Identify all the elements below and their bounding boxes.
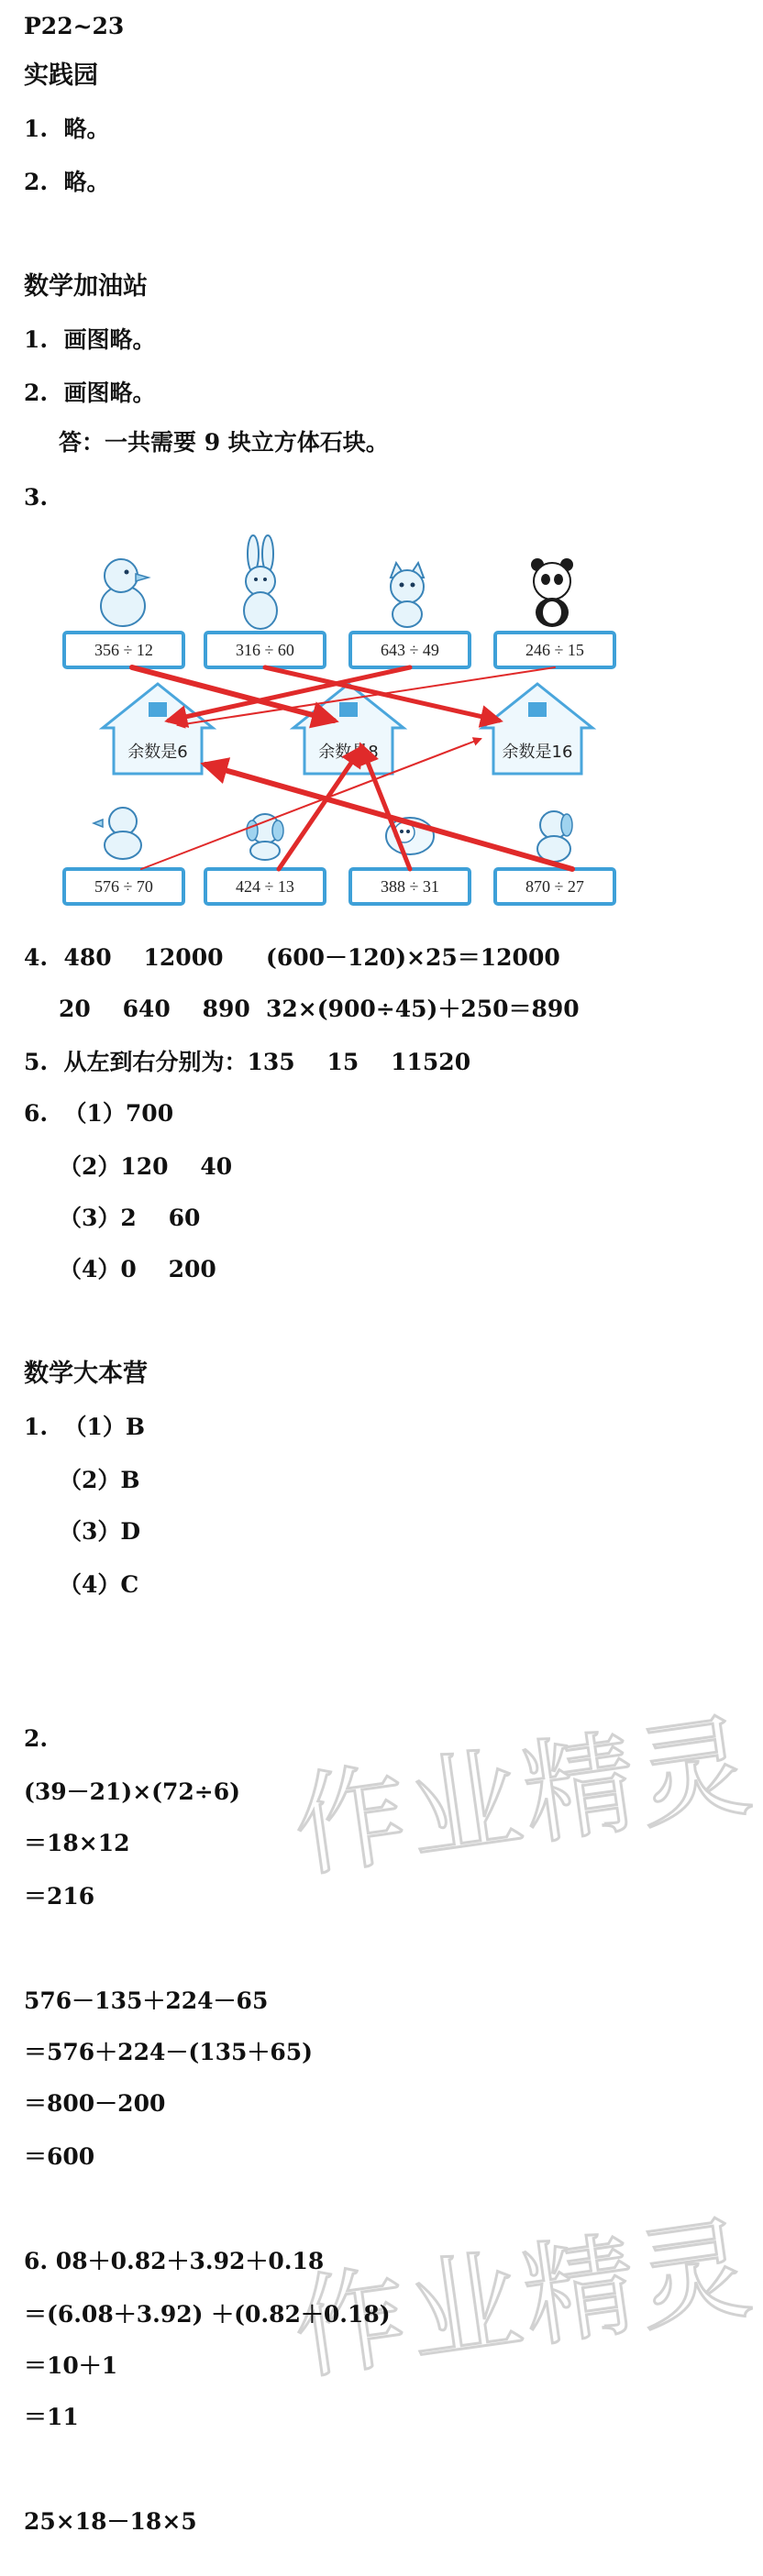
watermark-1: 作业精灵 <box>286 1700 762 1894</box>
top-card-2 <box>205 633 325 667</box>
answer-line: （4）C <box>59 1571 139 1598</box>
answer-line: 4. 480 12000 <box>24 944 224 971</box>
house-1-label: 余数是6 <box>127 743 188 762</box>
calc-line: ＝11 <box>24 2404 79 2430</box>
panda-icon <box>531 558 573 627</box>
dog-icon <box>537 811 572 862</box>
answer-line: 20 640 890 <box>59 996 250 1022</box>
calc-line: ＝800－200 <box>24 2090 166 2117</box>
calc-line: 25×18－18×5 <box>24 2508 197 2535</box>
calc-line: ＝600 <box>24 2143 95 2170</box>
bottom-card-4 <box>495 869 614 904</box>
answer-line: (600－120)×25＝12000 <box>266 944 560 971</box>
calc-line: (39－21)×(72÷6) <box>24 1778 240 1805</box>
answer-line: 5. 从左到右分别为：135 15 11520 <box>24 1049 471 1075</box>
calc-line: ＝576＋224－(135＋65) <box>24 2039 314 2065</box>
bottom-card-2-label: 424 ÷ 13 <box>236 877 294 896</box>
section-title-camp: 数学大本营 <box>24 1360 148 1388</box>
chick-icon <box>94 808 141 859</box>
answer-line: 3. <box>24 484 49 511</box>
watermark-2: 作业精灵 <box>286 2202 762 2396</box>
bottom-card-4-label: 870 ÷ 27 <box>525 877 584 896</box>
house-2-label: 余数是8 <box>318 743 379 762</box>
bottom-card-1-label: 576 ÷ 70 <box>94 877 153 896</box>
bottom-card-3 <box>350 869 470 904</box>
calc-line: 576－135＋224－65 <box>24 1987 269 2014</box>
top-card-4 <box>495 633 614 667</box>
calc-line: ＝18×12 <box>24 1830 130 1856</box>
answer-line: 1. 略。 <box>24 116 110 142</box>
top-card-4-label: 246 ÷ 15 <box>525 641 584 659</box>
bottom-card-1 <box>64 869 183 904</box>
bottom-card-2 <box>205 869 325 904</box>
answer-line: （3）2 60 <box>59 1205 201 1231</box>
answer-line: 1. （1）B <box>24 1414 146 1440</box>
page-header: P22~23 <box>24 13 125 39</box>
top-card-3 <box>350 633 470 667</box>
calc-line: ＝216 <box>24 1883 95 1910</box>
top-card-3-label: 643 ÷ 49 <box>381 641 439 659</box>
answer-line: 1. 画图略。 <box>24 326 156 353</box>
section-title-refuel: 数学加油站 <box>24 272 148 301</box>
answer-line: （2）120 40 <box>59 1153 233 1180</box>
calc-line: ＝(6.08＋3.92) ＋(0.82＋0.18) <box>24 2301 391 2328</box>
house-3 <box>482 684 592 774</box>
calc-line: 6. 08＋0.82＋3.92＋0.18 <box>24 2248 325 2274</box>
matching-diagram <box>59 537 629 917</box>
answer-line: （2）B <box>59 1467 140 1493</box>
duck-icon <box>101 559 149 626</box>
answer-line: 2. 画图略。 <box>24 380 156 406</box>
top-card-1 <box>64 633 183 667</box>
top-card-2-label: 316 ÷ 60 <box>236 641 294 659</box>
house-3-label: 余数是16 <box>502 743 573 762</box>
cat-icon <box>391 563 424 627</box>
rabbit-icon <box>244 535 277 629</box>
house-1 <box>103 684 213 774</box>
answer-line: 2. 略。 <box>24 169 110 195</box>
section-title-practice: 实践园 <box>24 61 98 90</box>
calc-line: 2. <box>24 1725 49 1752</box>
calc-line: ＝10＋1 <box>24 2352 118 2379</box>
top-card-1-label: 356 ÷ 12 <box>94 641 153 659</box>
answer-line: 答：一共需要 9 块立方体石块。 <box>59 429 389 456</box>
answer-line: 6. （1）700 <box>24 1100 174 1127</box>
answer-line: （3）D <box>59 1518 141 1545</box>
answer-line: 32×(900÷45)＋250＝890 <box>266 996 580 1022</box>
answer-line: （4）0 200 <box>59 1256 216 1282</box>
bottom-card-3-label: 388 ÷ 31 <box>381 877 439 896</box>
